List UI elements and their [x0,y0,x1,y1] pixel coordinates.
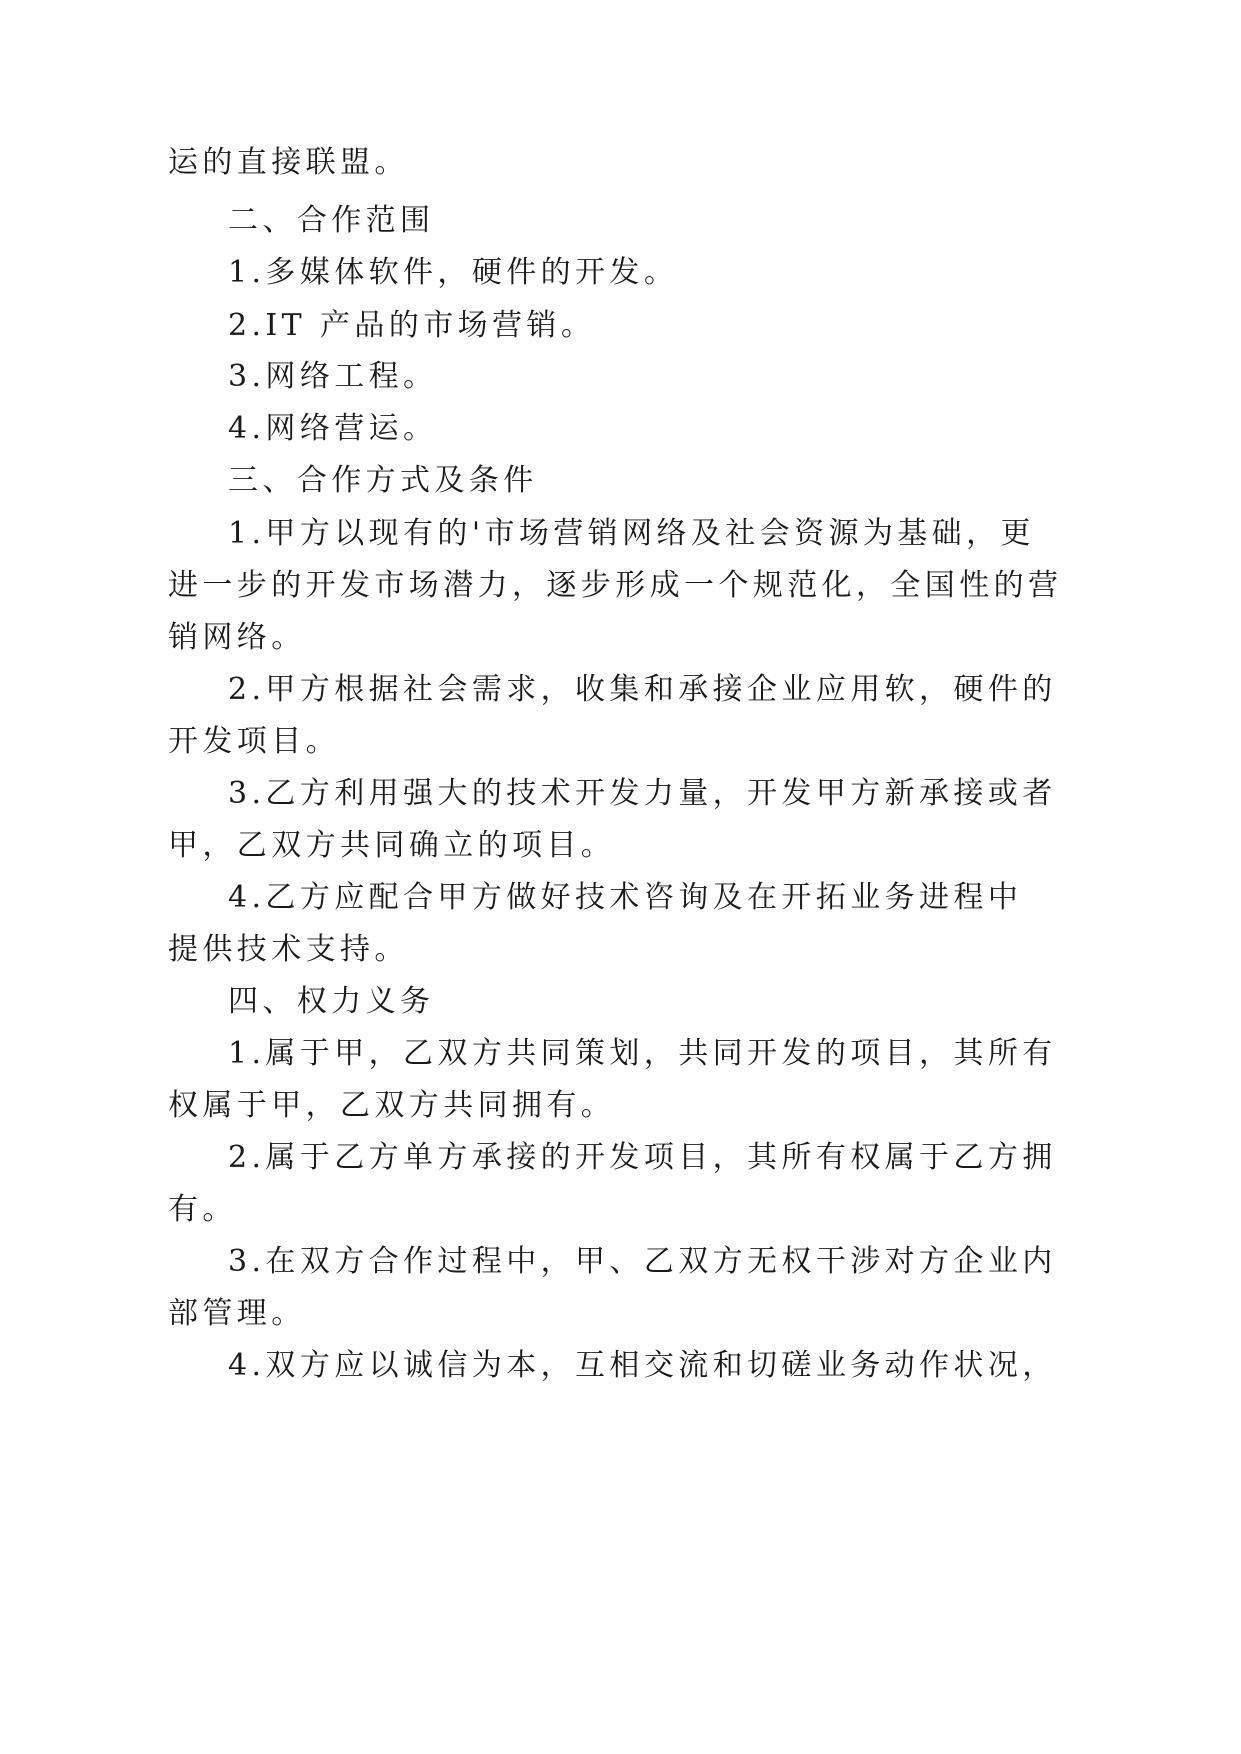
paragraph-line: 1.甲方以现有的'市场营销网络及社会资源为基础，更 [228,516,1035,551]
paragraph-line: 甲，乙双方共同确立的项目。 [168,828,616,863]
list-item: 1.多媒体软件，硬件的开发。 [228,255,679,290]
section-heading: 三、合作方式及条件 [228,463,538,498]
paragraph-line: 4.双方应以诚信为本，互相交流和切磋业务动作状况， [228,1348,1057,1383]
paragraph-line: 开发项目。 [168,724,340,759]
paragraph-line: 权属于甲，乙双方共同拥有。 [168,1088,616,1123]
paragraph-line: 3.在双方合作过程中，甲、乙双方无权干涉对方企业内 [228,1244,1057,1279]
paragraph-line: 2.甲方根据社会需求，收集和承接企业应用软，硬件的 [228,672,1057,707]
paragraph-line: 进一步的开发市场潜力，逐步形成一个规范化，全国性的营 [168,568,1063,603]
paragraph-line: 有。 [168,1192,237,1227]
paragraph-line: 4.乙方应配合甲方做好技术咨询及在开拓业务进程中 [228,880,1023,915]
list-item: 4.网络营运。 [228,411,438,446]
list-item: 3.网络工程。 [228,359,438,394]
list-item: 2.IT 产品的市场营销。 [228,308,596,343]
paragraph-line: 3.乙方利用强大的技术开发力量，开发甲方新承接或者 [228,776,1057,811]
paragraph-line: 2.属于乙方单方承接的开发项目，其所有权属于乙方拥 [228,1140,1057,1175]
paragraph-line: 1.属于甲，乙双方共同策划，共同开发的项目，其所有 [228,1036,1057,1071]
paragraph-line: 提供技术支持。 [168,932,409,967]
paragraph-line: 部管理。 [168,1296,306,1331]
paragraph-continuation: 运的直接联盟。 [168,145,409,180]
paragraph-line: 销网络。 [168,620,306,655]
section-heading: 二、合作范围 [228,203,435,238]
section-heading: 四、权力义务 [228,984,435,1019]
